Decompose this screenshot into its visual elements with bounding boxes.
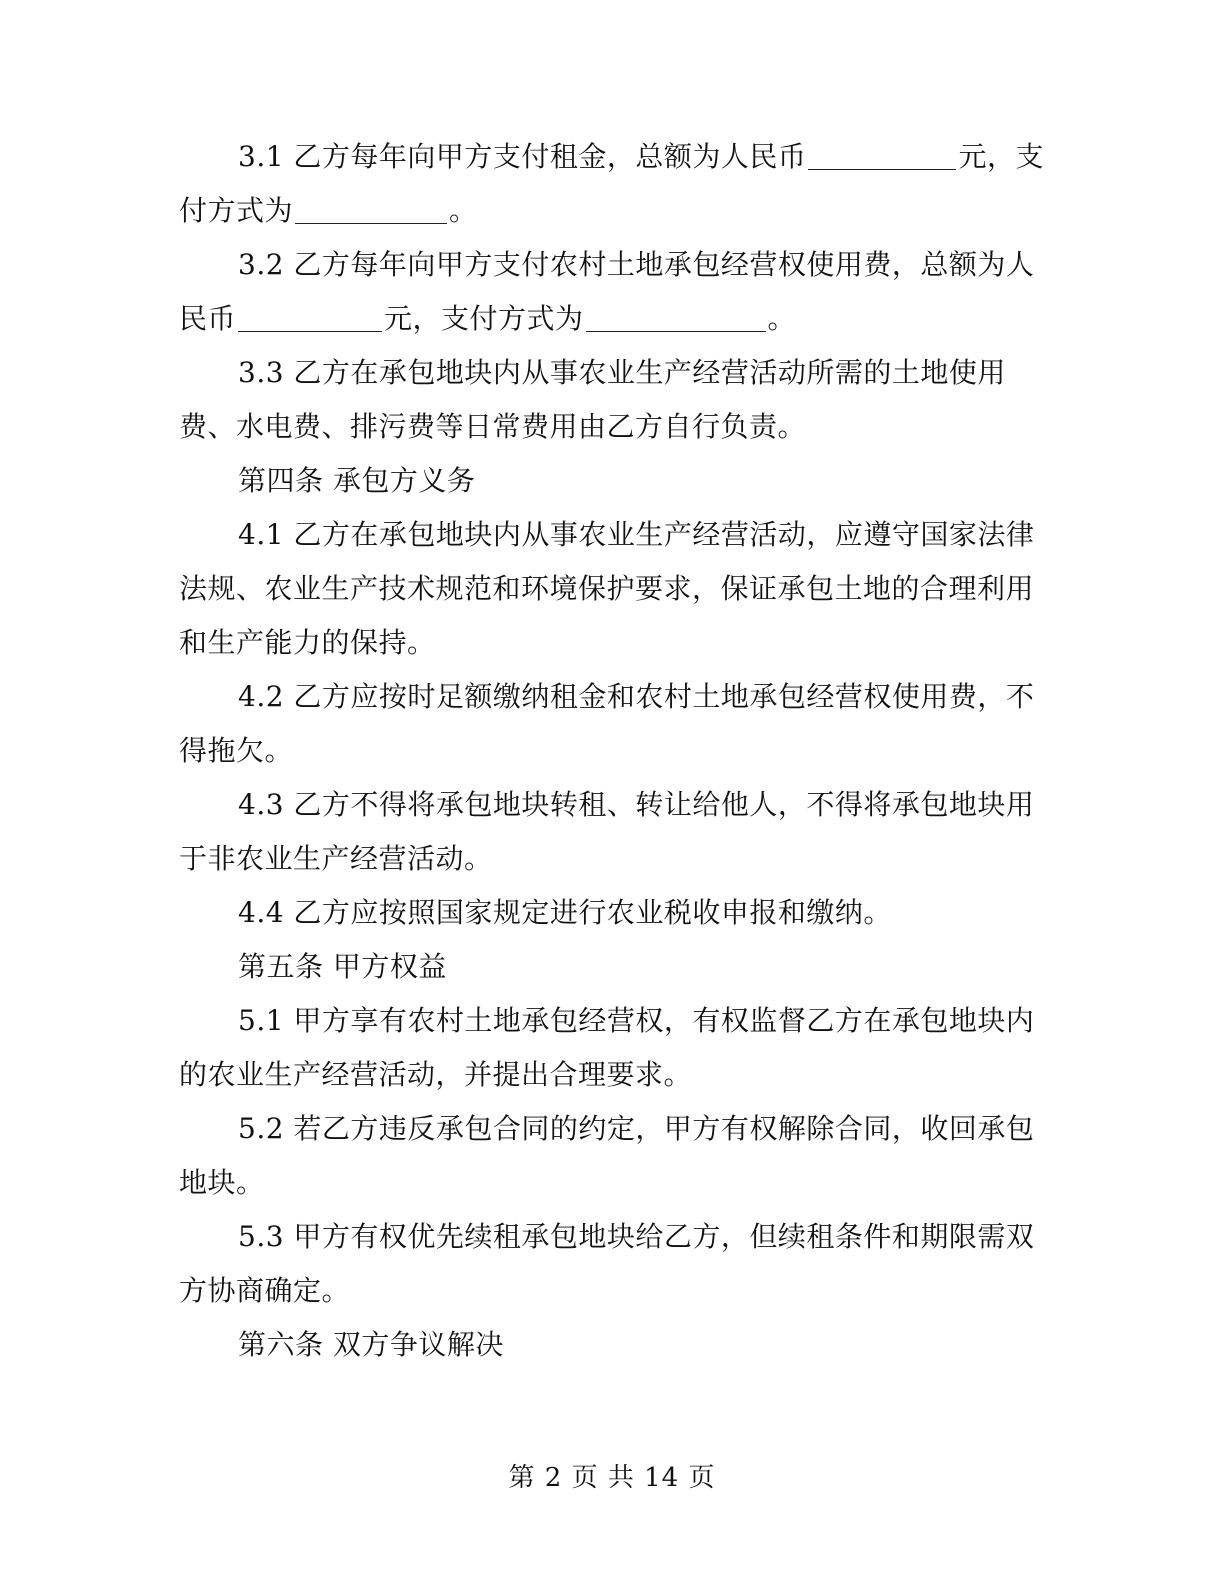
text-span: 第五条 甲方权益 (238, 950, 447, 983)
clause-3-2-line-1 (179, 238, 1039, 292)
clause-4-2-line-1 (179, 670, 1039, 724)
blank-fee-amount (238, 297, 382, 332)
contract-body (179, 130, 1044, 1372)
clause-5-3-line-2 (179, 1264, 1039, 1318)
text-span: 元，支 (958, 140, 1044, 173)
clause-5-2-line-1 (179, 1102, 1039, 1156)
text-span: 元，支付方式为 (384, 302, 584, 335)
text-span: 5.2 若乙方违反承包合同的约定，甲方有权解除合同，收回承包 (238, 1112, 1035, 1145)
text-span: 4.1 乙方在承包地块内从事农业生产经营活动，应遵守国家法律 (238, 518, 1035, 551)
text-span: 第六条 双方争议解决 (238, 1328, 504, 1361)
text-span: 得拖欠。 (179, 734, 294, 767)
text-span: 。 (449, 194, 478, 227)
text-span: 3.2 乙方每年向甲方支付农村土地承包经营权使用费，总额为人 (238, 248, 1035, 281)
text-span: 4.2 乙方应按时足额缴纳租金和农村土地承包经营权使用费，不 (238, 680, 1035, 713)
clause-5-3-line-1 (179, 1210, 1039, 1264)
text-span: 5.3 甲方有权优先续租承包地块给乙方，但续租条件和期限需双 (238, 1220, 1035, 1253)
clause-3-3-line-1 (179, 346, 1039, 400)
text-span: 和生产能力的保持。 (179, 626, 436, 659)
clause-3-1-line-2 (179, 184, 1039, 238)
article-5-heading (179, 940, 1039, 994)
clause-3-1-line-1 (179, 130, 1044, 184)
text-span: 于非农业生产经营活动。 (179, 842, 493, 875)
clause-4-3-line-1 (179, 778, 1039, 832)
clause-4-1-line-2 (179, 562, 1039, 616)
blank-rent-payment-method (295, 189, 447, 224)
text-span: 付方式为 (179, 194, 294, 227)
clause-3-2-line-2 (179, 292, 1039, 346)
text-span: 法规、农业生产技术规范和环境保护要求，保证承包土地的合理利用 (179, 572, 1035, 605)
text-span: 3.3 乙方在承包地块内从事农业生产经营活动所需的土地使用 (238, 356, 1006, 389)
clause-3-3-line-2 (179, 400, 1039, 454)
text-span: 民币 (179, 302, 237, 335)
clause-4-1-line-3 (179, 616, 1039, 670)
text-span: 4.3 乙方不得将承包地块转租、转让给他人，不得将承包地块用 (238, 788, 1035, 821)
text-span: 第四条 承包方义务 (238, 464, 476, 497)
blank-rent-amount (808, 135, 956, 170)
text-span: 的农业生产经营活动，并提出合理要求。 (179, 1058, 693, 1091)
clause-4-4-line-1 (179, 886, 1039, 940)
text-span: 5.1 甲方享有农村土地承包经营权，有权监督乙方在承包地块内 (238, 1004, 1035, 1037)
text-span: 4.4 乙方应按照国家规定进行农业税收申报和缴纳。 (238, 896, 892, 929)
clause-5-1-line-1 (179, 994, 1039, 1048)
page-number-footer: 第 2 页 共 14 页 (508, 1463, 716, 1493)
blank-fee-payment-method (586, 297, 766, 332)
article-6-heading (179, 1318, 1039, 1372)
text-span: 。 (767, 302, 797, 335)
clause-4-1-line-1 (179, 508, 1039, 562)
text-span: 地块。 (179, 1166, 265, 1199)
clause-5-1-line-2 (179, 1048, 1039, 1102)
text-span: 3.1 乙方每年向甲方支付租金，总额为人民币 (238, 140, 807, 173)
text-span: 方协商确定。 (179, 1274, 351, 1307)
text-span: 费、水电费、排污费等日常费用由乙方自行负责。 (179, 410, 807, 443)
article-4-heading (179, 454, 1039, 508)
clause-4-2-line-2 (179, 724, 1039, 778)
clause-5-2-line-2 (179, 1156, 1039, 1210)
clause-4-3-line-2 (179, 832, 1039, 886)
